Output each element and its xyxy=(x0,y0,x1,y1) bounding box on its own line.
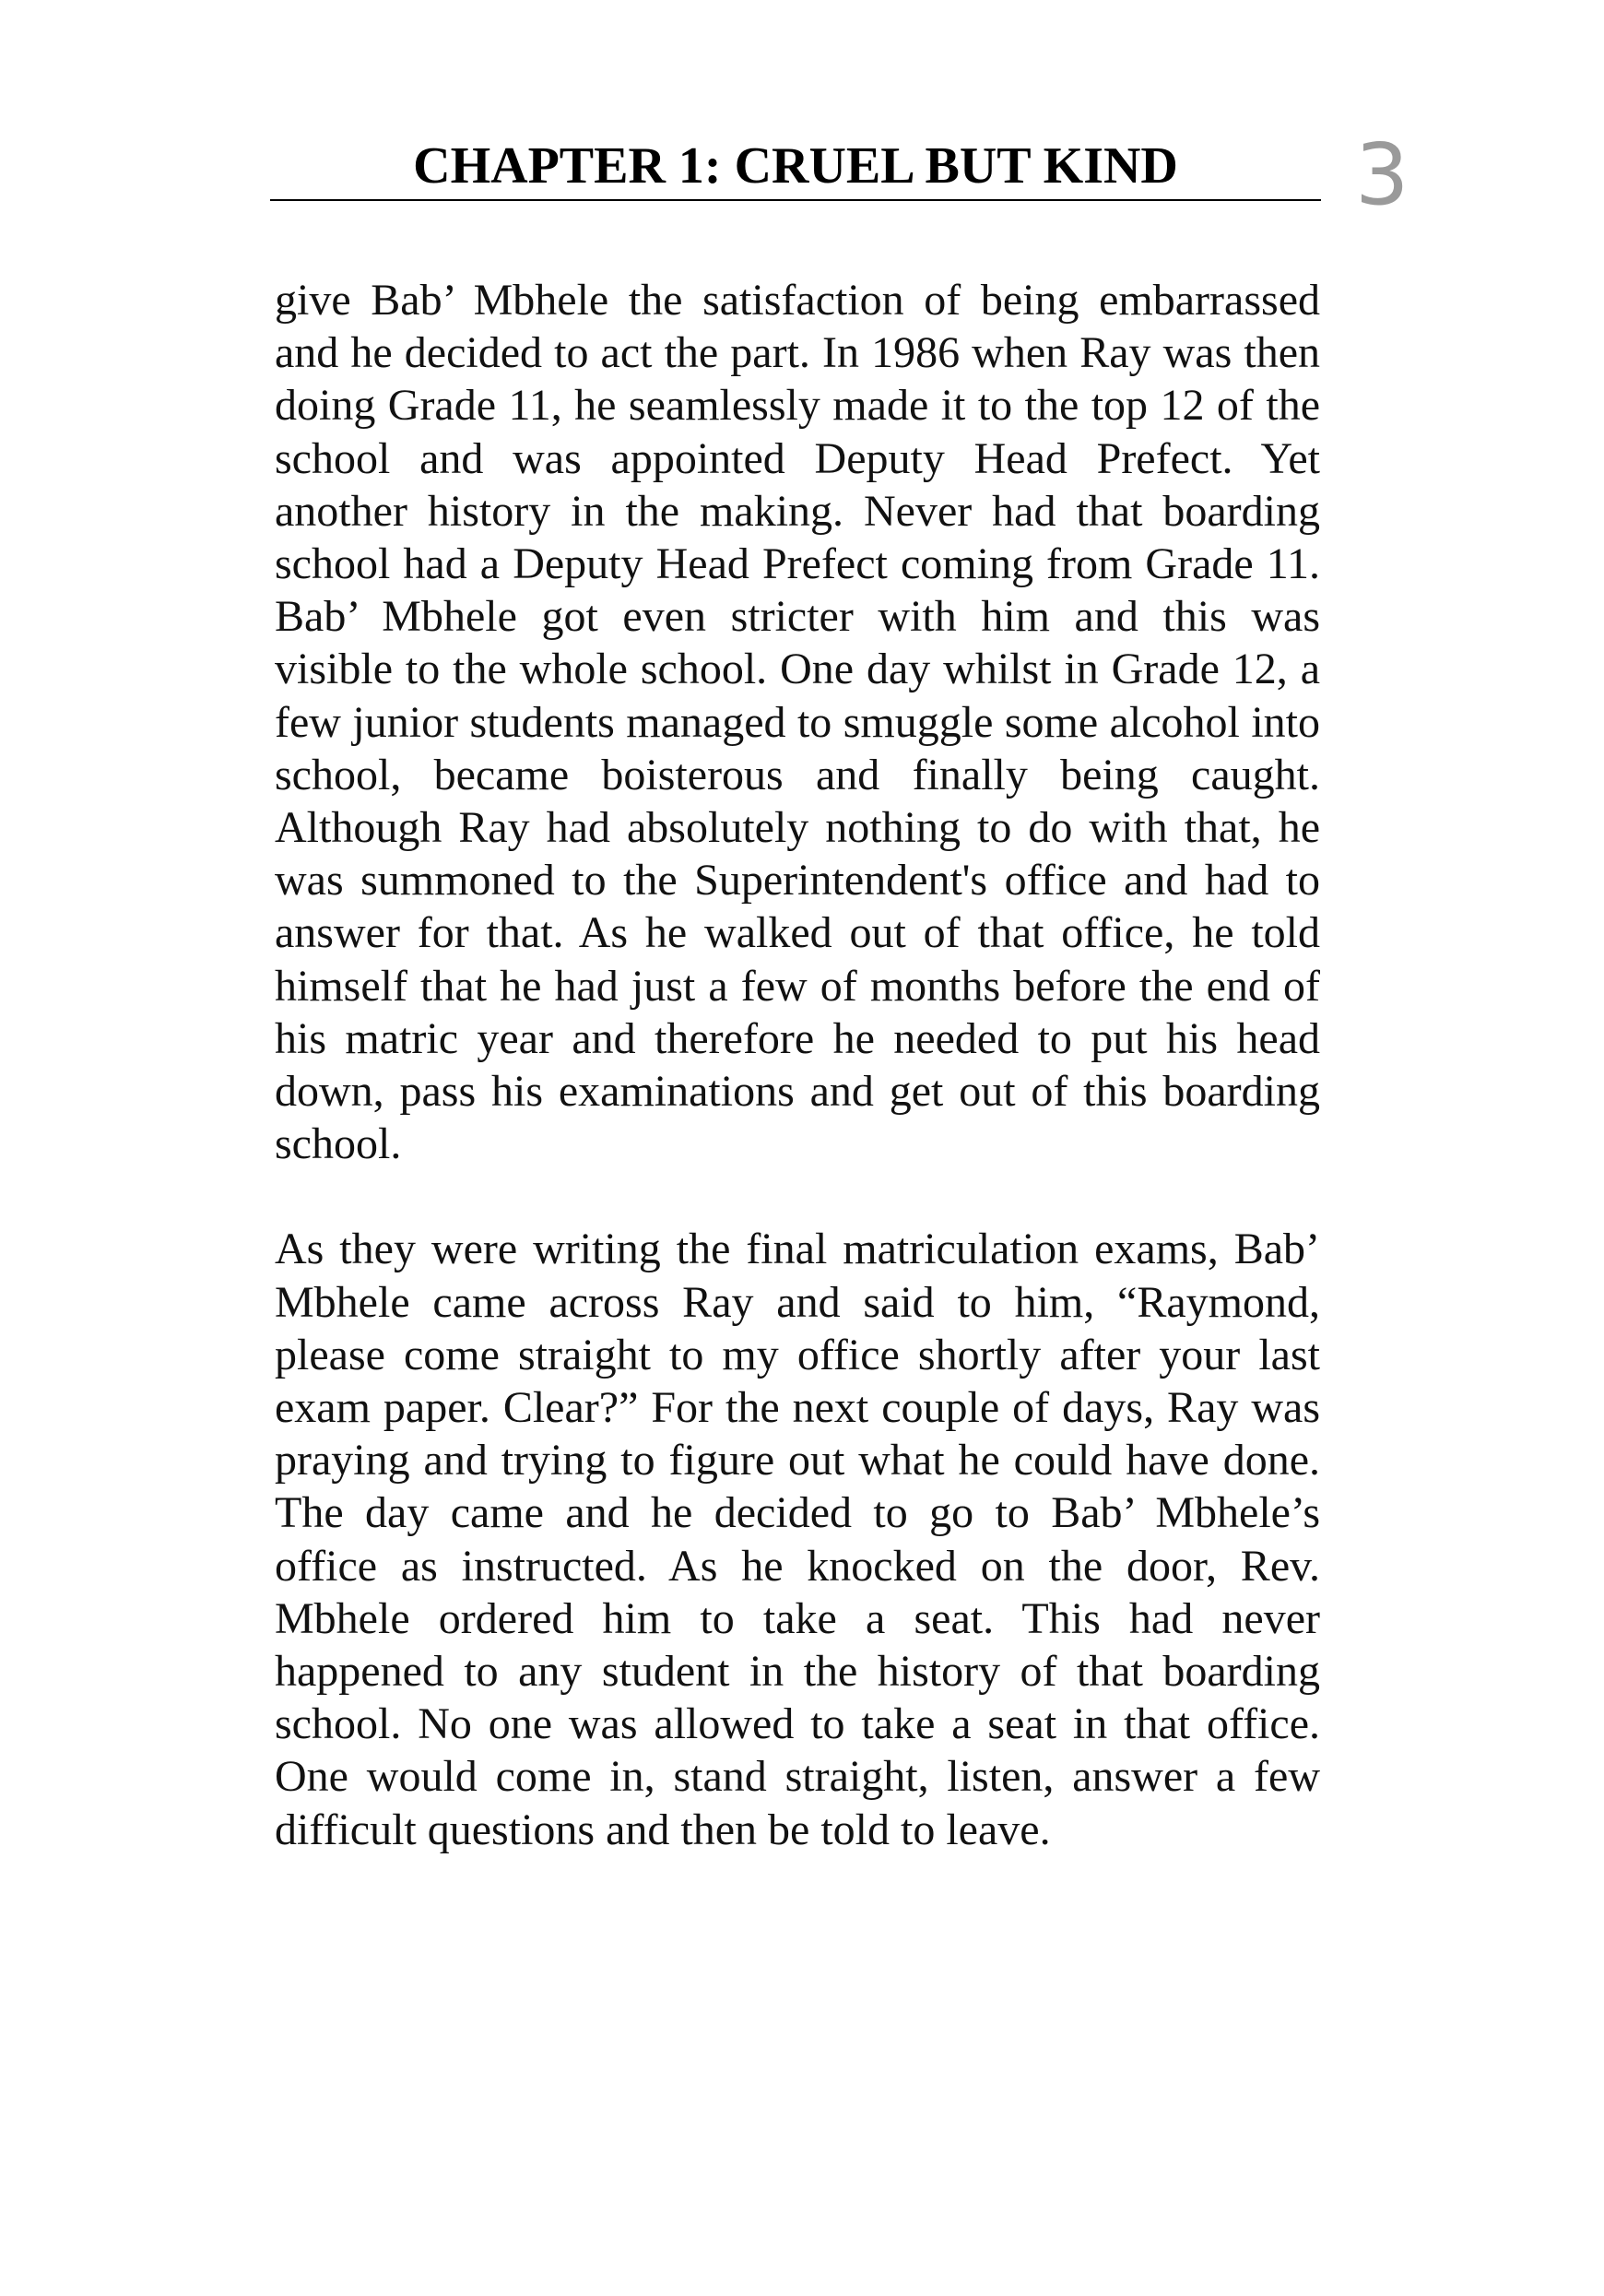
paragraph-2: As they were writing the final matriculation exams, Bab’ Mbhele came across Ray and said to him, “Raymond, please come straight to my office shortly after your last exam paper. Clear?” For the next couple of days, Ray was praying and trying to figure out what he could have done. The day came and he decided to go to Bab’ Mbhele’s office as instructed. As he knocked on the door, Rev. Mbhele ordered him to take a seat. This had never happened to any student in the history of that boarding school. No one was allowed to take a seat in that office. One would come in, stand straight, listen, answer a few difficult questions and then be told to leave. xyxy=(275,1225,1320,1854)
running-header xyxy=(270,136,1321,201)
body-text xyxy=(275,274,1320,1856)
paragraph-1: give Bab’ Mbhele the satisfaction of being embarrassed and he decided to act the part. In 1986 when Ray was then doing Grade 11, he seamlessly made it to the top 12 of the school and was appointed Deputy Head Prefect. Yet another history in the making. Never had that boarding school had a Deputy Head Prefect coming from Grade 11. Bab’ Mbhele got even stricter with him and this was visible to the whole school. One day whilst in Grade 12, a few junior students managed to smuggle some alcohol into school, became boisterous and finally being caught. Although Ray had absolutely nothing to do with that, he was summoned to the Superintendent's office and had to answer for that. As he walked out of that office, he told himself that he had just a few of months before the end of his matric year and therefore he needed to put his head down, pass his examinations and get out of this boarding school. xyxy=(275,276,1320,1169)
chapter-title: CHAPTER 1: CRUEL BUT KIND xyxy=(413,137,1178,195)
page-number: 3 xyxy=(1355,125,1409,224)
